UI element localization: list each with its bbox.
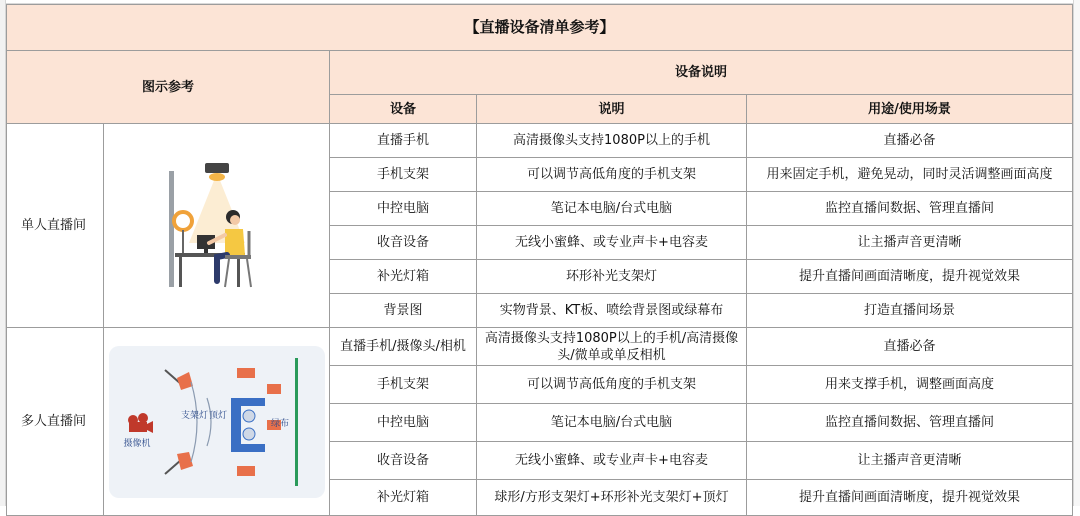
multi-row-3-desc[interactable]: 笔记本电脑/台式电脑 bbox=[477, 404, 747, 442]
green-screen-icon bbox=[295, 358, 298, 486]
single-row-5-usage[interactable]: 提升直播间画面清晰度，提升视觉效果 bbox=[747, 260, 1073, 294]
top-light-4-icon bbox=[237, 466, 255, 476]
header-equipment-desc[interactable]: 设备说明 bbox=[330, 51, 1073, 95]
header-image-ref[interactable]: 图示参考 bbox=[7, 51, 330, 124]
camera-label: 摄像机 bbox=[122, 438, 151, 449]
header-usage[interactable]: 用途/使用场景 bbox=[747, 95, 1073, 124]
multi-row-1-usage[interactable]: 直播必备 bbox=[747, 328, 1073, 366]
header-explanation[interactable]: 说明 bbox=[477, 95, 747, 124]
multi-row-5-desc[interactable]: 球形/方形支架灯+环形补光支架灯+顶灯 bbox=[477, 480, 747, 516]
chair-icon bbox=[225, 255, 251, 259]
multi-row-3-device[interactable]: 中控电脑 bbox=[330, 404, 477, 442]
wall-pole bbox=[169, 171, 174, 287]
multi-row-1-desc[interactable]: 高清摄像头支持1080P以上的手机/高清摄像头/微单或单反相机 bbox=[477, 328, 747, 366]
group-label-single[interactable]: 单人直播间 bbox=[7, 124, 104, 328]
equipment-table bbox=[6, 4, 1073, 516]
multi-studio-diagram-cell[interactable] bbox=[104, 328, 330, 516]
single-studio-illustration-cell[interactable] bbox=[104, 124, 330, 328]
top-light-1-icon bbox=[237, 368, 255, 378]
desk-icon bbox=[231, 400, 241, 450]
top-light-label: 顶灯 bbox=[208, 410, 227, 421]
single-row-1-desc[interactable]: 高清摄像头支持1080P以上的手机 bbox=[477, 124, 747, 158]
single-row-5-device[interactable]: 补光灯箱 bbox=[330, 260, 477, 294]
group-label-multi[interactable]: 多人直播间 bbox=[7, 328, 104, 516]
multi-row-4-desc[interactable]: 无线小蜜蜂、或专业声卡+电容麦 bbox=[477, 442, 747, 480]
single-row-4-device[interactable]: 收音设备 bbox=[330, 226, 477, 260]
single-row-4-desc[interactable]: 无线小蜜蜂、或专业声卡+电容麦 bbox=[477, 226, 747, 260]
table-title[interactable]: 【直播设备清单参考】 bbox=[7, 5, 1073, 51]
multi-studio-diagram bbox=[107, 342, 327, 502]
top-light-2-icon bbox=[267, 384, 281, 394]
multi-row-2-usage[interactable]: 用来支撑手机，调整画面高度 bbox=[747, 366, 1073, 404]
single-row-3-device[interactable]: 中控电脑 bbox=[330, 192, 477, 226]
right-edge bbox=[1073, 0, 1080, 506]
single-row-3-usage[interactable]: 监控直播间数据、管理直播间 bbox=[747, 192, 1073, 226]
ceiling-lamp-icon bbox=[205, 163, 229, 173]
multi-row-4-usage[interactable]: 让主播声音更清晰 bbox=[747, 442, 1073, 480]
single-row-1-device[interactable]: 直播手机 bbox=[330, 124, 477, 158]
single-row-2-device[interactable]: 手机支架 bbox=[330, 158, 477, 192]
single-row-6-usage[interactable]: 打造直播间场景 bbox=[747, 294, 1073, 328]
single-row-6-desc[interactable]: 实物背景、KT板、喷绘背景图或绿幕布 bbox=[477, 294, 747, 328]
person-2-icon bbox=[243, 428, 255, 440]
multi-row-2-desc[interactable]: 可以调节高低角度的手机支架 bbox=[477, 366, 747, 404]
multi-row-5-usage[interactable]: 提升直播间画面清晰度，提升视觉效果 bbox=[747, 480, 1073, 516]
multi-row-2-device[interactable]: 手机支架 bbox=[330, 366, 477, 404]
single-row-6-device[interactable]: 背景图 bbox=[330, 294, 477, 328]
multi-row-5-device[interactable]: 补光灯箱 bbox=[330, 480, 477, 516]
single-row-4-usage[interactable]: 让主播声音更清晰 bbox=[747, 226, 1073, 260]
green-screen-label: 绿布 bbox=[270, 418, 289, 429]
stand-light-label: 支架灯 bbox=[180, 410, 208, 421]
single-studio-illustration bbox=[117, 131, 317, 321]
person-1-icon bbox=[243, 410, 255, 422]
single-row-1-usage[interactable]: 直播必备 bbox=[747, 124, 1073, 158]
single-row-2-usage[interactable]: 用来固定手机，避免晃动，同时灵活调整画面高度 bbox=[747, 158, 1073, 192]
single-row-3-desc[interactable]: 笔记本电脑/台式电脑 bbox=[477, 192, 747, 226]
multi-row-3-usage[interactable]: 监控直播间数据、管理直播间 bbox=[747, 404, 1073, 442]
multi-row-1-device[interactable]: 直播手机/摄像头/相机 bbox=[330, 328, 477, 366]
single-row-5-desc[interactable]: 环形补光支架灯 bbox=[477, 260, 747, 294]
multi-row-4-device[interactable]: 收音设备 bbox=[330, 442, 477, 480]
ring-light-icon bbox=[174, 212, 192, 230]
header-device[interactable]: 设备 bbox=[330, 95, 477, 124]
single-row-2-desc[interactable]: 可以调节高低角度的手机支架 bbox=[477, 158, 747, 192]
